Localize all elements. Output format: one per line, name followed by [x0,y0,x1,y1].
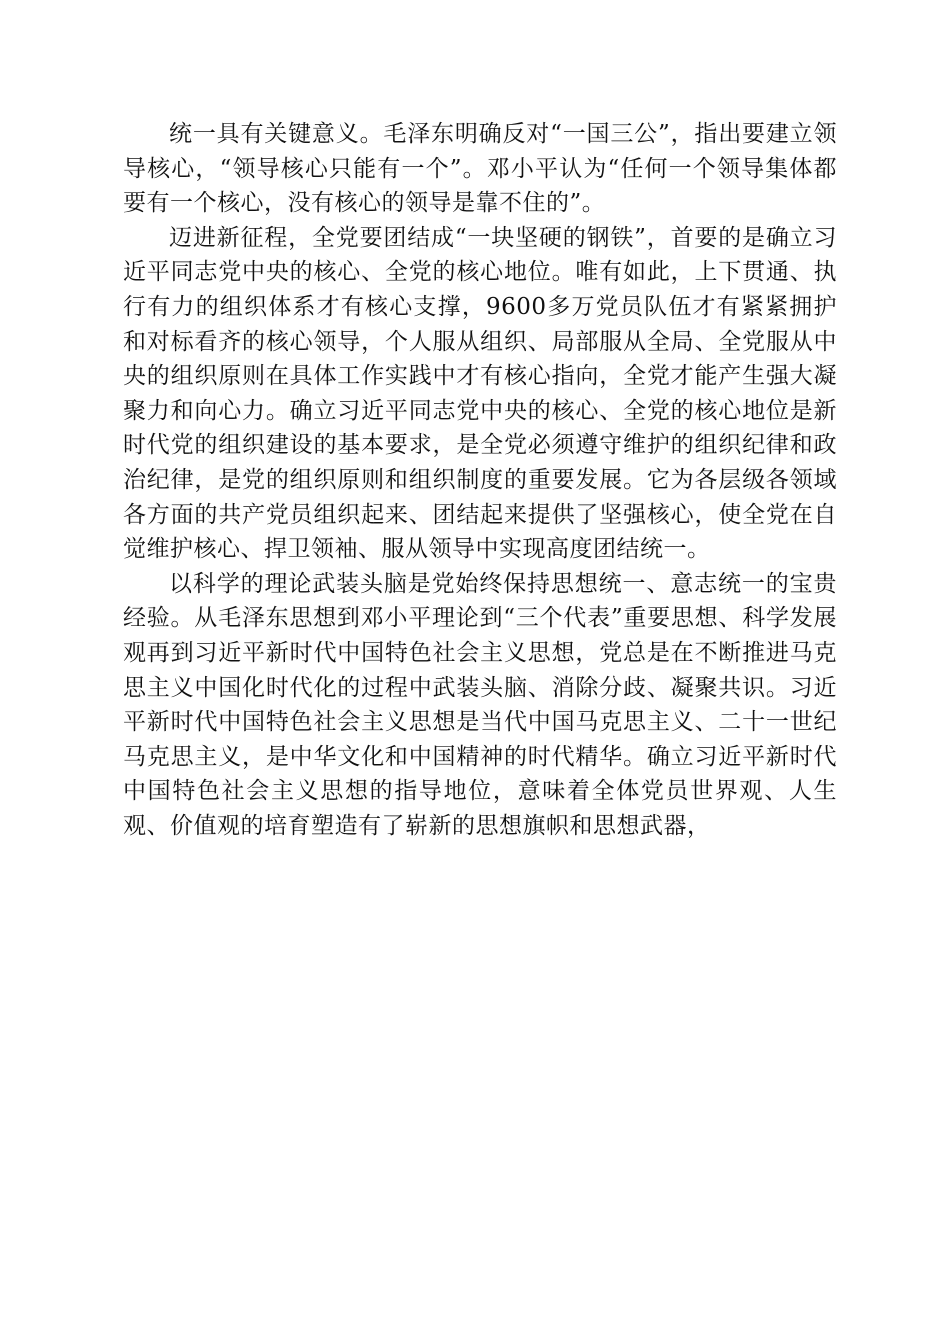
paragraph-3: 以科学的理论武装头脑是党始终保持思想统一、意志统一的宝贵经验。从毛泽东思想到邓小平理论到“三个代表”重要思想、科学发展观再到习近平新时代中国特色社会主义思想，党总是在不断推进马克思主义中国化时代化的过程中武装头脑、消除分歧、凝聚共识。习近平新时代中国特色社会主义思想是当代中国马克思主义、二十一世纪马克思主义，是中华文化和中国精神的时代精华。确立习近平新时代中国特色社会主义思想的指导地位，意味着全体党员世界观、人生观、价值观的培育塑造有了崭新的思想旗帜和思想武器， [123,570,837,839]
paragraph-2: 迈进新征程，全党要团结成“一块坚硬的钢铁”，首要的是确立习近平同志党中央的核心、全党的核心地位。唯有如此，上下贯通、执行有力的组织体系才有核心支撑，9600多万党员队伍才有紧紧拥护和对标看齐的核心领导，个人服从组织、局部服从全局、全党服从中央的组织原则在具体工作实践中才有核心指向，全党才能产生强大凝聚力和向心力。确立习近平同志党中央的核心、全党的核心地位是新时代党的组织建设的基本要求，是全党必须遵守维护的组织纪律和政治纪律，是党的组织原则和组织制度的重要发展。它为各层级各领域各方面的共产党员组织起来、团结起来提供了坚强核心，使全党在自觉维护核心、捍卫领袖、服从领导中实现高度团结统一。 [123,224,837,563]
body-text [123,117,837,843]
paragraph-1: 统一具有关键意义。毛泽东明确反对“一国三公”，指出要建立领导核心，“领导核心只能有一个”。邓小平认为“任何一个领导集体都要有一个核心，没有核心的领导是靠不住的”。 [123,121,837,217]
